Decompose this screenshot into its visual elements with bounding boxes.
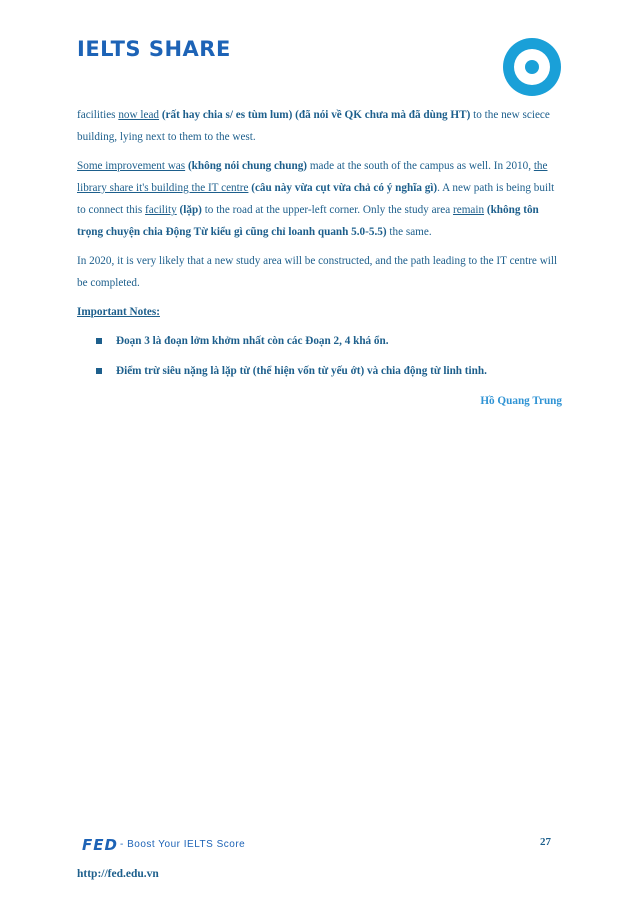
author-signature: Hồ Quang Trung: [480, 395, 562, 407]
p1-comment: (rất hay chia s/ es tùm lum) (đã nói về QK chưa mà đã dùng HT): [159, 109, 471, 121]
p2-comment-4: (không tôn trọng chuyện chia Động Từ kiểu gì cũng chỉ loanh quanh 5.0-5.5): [77, 204, 539, 238]
brand-title: IELTS SHARE: [77, 37, 231, 61]
footer-tagline: - Boost Your IELTS Score: [120, 839, 246, 850]
paragraph-3: In 2020, it is very likely that a new study area will be constructed, and the path leading to the IT centre will be completed.: [77, 255, 558, 289]
p2-text-2: . A new path is being built to connect this: [77, 182, 555, 216]
p2-comment-1: (không nói chung chung): [185, 160, 308, 172]
p2-text-3: to the road at the upper-left corner. Only the study area: [201, 204, 453, 216]
note-text: Đoạn 3 là đoạn lởm khởm nhất còn các Đoạn 2, 4 khá ổn.: [116, 335, 389, 347]
p2-underlined-phrase-4: remain: [453, 204, 485, 216]
note-text: Điểm trừ siêu nặng là lặp từ (thể hiện vốn từ yếu ớt) và chia động từ linh tinh.: [116, 365, 487, 377]
page-number: 27: [540, 836, 551, 848]
p2-text-1: made at the south of the campus as well. In 2010,: [307, 160, 534, 172]
p2-comment-2: (câu này vừa cụt vừa chả có ý nghĩa gì): [248, 182, 438, 194]
paragraph-1: [77, 104, 562, 148]
p1-underlined-phrase: now lead: [118, 109, 160, 121]
paragraph-2: [77, 155, 562, 243]
footer-url-link[interactable]: http://fed.edu.vn: [77, 868, 159, 880]
p2-comment-3: (lặp): [176, 204, 202, 216]
p1-text-2: to the new sciece building, lying next to them to the west.: [77, 109, 550, 143]
essay-feedback: [77, 104, 562, 419]
fed-logo: FED: [82, 836, 118, 854]
notes-title: Important Notes:: [77, 306, 160, 318]
p2-underlined-phrase-1: Some improvement was: [77, 160, 186, 172]
p2-text-4: the same.: [386, 226, 432, 238]
notes-list: [77, 330, 562, 382]
square-bullet-icon: [96, 338, 102, 344]
note-item: [77, 330, 562, 352]
note-item: [77, 360, 562, 382]
target-icon: [503, 38, 561, 96]
p2-underlined-phrase-2: the library share it's building the IT centre: [77, 160, 548, 194]
p2-underlined-phrase-3: facility: [145, 204, 177, 216]
square-bullet-icon: [96, 368, 102, 374]
p1-text-1: facilities: [77, 109, 119, 121]
